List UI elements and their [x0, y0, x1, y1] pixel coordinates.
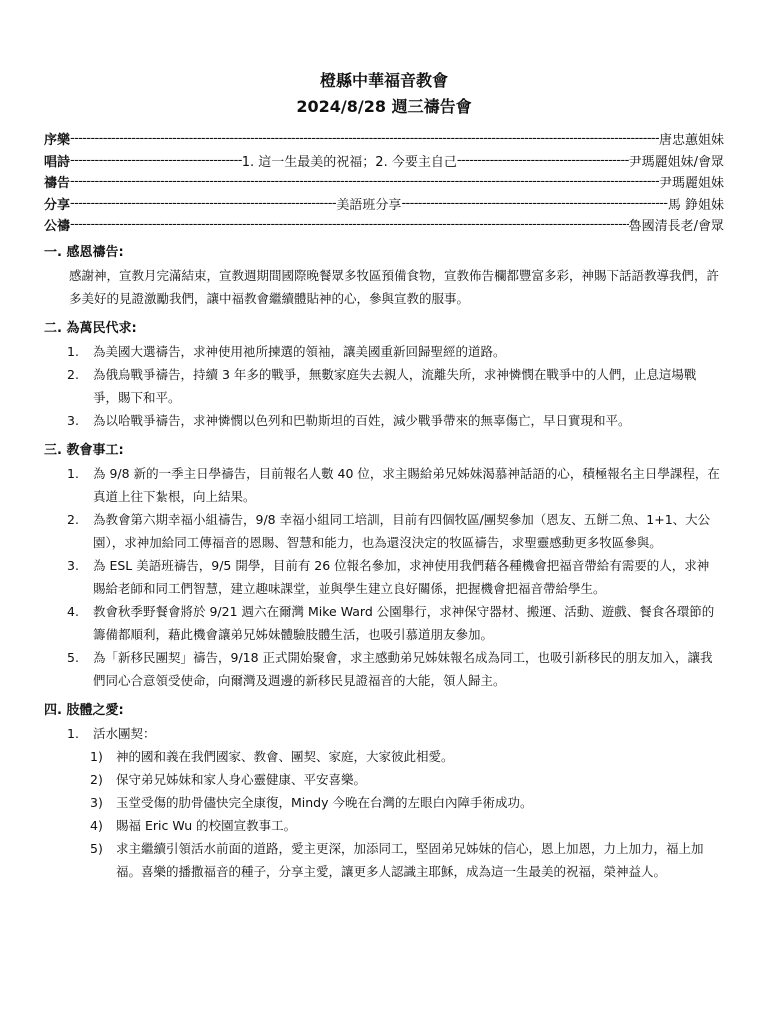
order-item: 1. 這一生最美的祝福；2. 今要主自己 [241, 154, 457, 170]
meeting-title: 2024/8/28 週三禱告會 [296, 97, 472, 116]
ministry-list [44, 462, 724, 692]
list-number: 4) [90, 817, 103, 833]
section-intercession [44, 318, 724, 432]
list-number: 2. [67, 366, 79, 382]
list-number: 1. [67, 343, 79, 359]
sub-list-item [44, 791, 724, 814]
list-item [44, 722, 724, 745]
order-row [44, 128, 724, 150]
order-row [44, 193, 724, 215]
list-item [44, 409, 724, 432]
list-item [44, 554, 724, 600]
section-body-love [44, 700, 724, 883]
leader-dashes [70, 174, 659, 189]
section-church-ministry [44, 440, 724, 692]
list-text: 為以哈戰爭禱告，求神憐憫以色列和巴勒斯坦的百姓，減少戰爭帶來的無辜傷亡，早日實現和平。 [93, 412, 631, 428]
sub-list-item [44, 837, 724, 883]
list-number: 2) [90, 771, 103, 787]
list-text: 教會秋季野餐會將於 9/21 週六在爾灣 Mike Ward 公園舉行，求神保守器材、搬運、活動、遊戲、餐食各環節的籌備都順利，藉此機會讓弟兄姊妹體驗肢體生活，也吸引慕道朋友參加。 [93, 603, 715, 642]
list-item [44, 646, 724, 692]
order-label: 序樂 [44, 133, 71, 149]
order-of-service [44, 128, 724, 236]
leader-dashes [70, 153, 242, 168]
order-label: 禱告 [44, 176, 71, 192]
list-text: 為「新移民團契」禱告，9/18 正式開始聚會，求主感動弟兄姊妹報名成為同工，也吸引新移民的朋友加入，讓我們同心合意領受使命，向爾灣及週邊的新移民見證福音的大能，領人歸主。 [93, 649, 713, 688]
leader-dashes [70, 131, 659, 146]
list-text: 為 ESL 美語班禱告，9/5 開學，目前有 26 位報名參加，求神使用我們藉各種機會把福音帶給有需要的人，求神賜給老師和同工們智慧，建立趣味課堂，並與學生建立良好關係，把握機會把福音帶給學生。 [93, 557, 710, 596]
list-text: 為美國大選禱告，求神使用祂所揀選的領袖，讓美國重新回歸聖經的道路。 [93, 343, 506, 359]
list-text: 活水團契： [93, 725, 156, 741]
list-number: 1) [90, 748, 103, 764]
leader-dashes [70, 196, 336, 211]
order-item: 美語班分享 [336, 197, 402, 213]
section-title: 一. 感恩禱告: [44, 244, 124, 260]
section-paragraph: 感謝神，宣教月完滿結束，宣教週期間國際晚餐眾多牧區預備食物，宣教佈告欄都豐富多彩，神賜下話語教導我們，許多美好的見證激勵我們，讓中福教會繼續體貼神的心，參與宣教的服事。 [69, 267, 720, 306]
list-item [44, 600, 724, 646]
section-title: 四. 肢體之愛: [44, 702, 124, 718]
list-item [44, 462, 724, 508]
order-row [44, 171, 724, 193]
church-name: 橙縣中華福音教會 [319, 71, 448, 90]
sub-list-item [44, 745, 724, 768]
list-text: 求主繼續引領活水前面的道路，愛主更深，加添同工，堅固弟兄姊妹的信心，恩上加恩，力上加力，福上加福。喜樂的播撒福音的種子，分享主愛，讓更多人認識主耶穌，成為這一生最美的祝福，榮神益人。 [116, 840, 704, 879]
list-item [44, 363, 724, 409]
order-label: 分享 [44, 197, 71, 213]
order-person: 尹瑪麗姐妹/會眾 [628, 154, 724, 170]
list-number: 3. [67, 557, 79, 573]
list-number: 4. [67, 603, 79, 619]
list-number: 2. [67, 511, 79, 527]
list-number: 3. [67, 412, 79, 428]
order-label: 唱詩 [44, 154, 71, 170]
section-title: 二. 為萬民代求: [44, 320, 137, 336]
order-person: 馬 錚姐妹 [667, 197, 724, 213]
list-text: 神的國和義在我們國家、教會、團契、家庭，大家彼此相愛。 [116, 748, 454, 764]
order-person: 尹瑪麗姐妹 [658, 176, 724, 192]
list-text: 玉堂受傷的肋骨儘快完全康復，Mindy 今晚在台灣的左眼白內障手術成功。 [116, 794, 533, 810]
order-label: 公禱 [44, 219, 71, 235]
list-number: 1. [67, 725, 79, 741]
order-row [44, 214, 724, 236]
leader-dashes [401, 196, 667, 211]
order-person: 魯國清長老/會眾 [628, 219, 724, 235]
list-text: 為俄烏戰爭禱告，持續 3 年多的戰爭，無數家庭失去親人，流離失所，求神憐憫在戰爭中的人們，止息這場戰爭，賜下和平。 [93, 366, 697, 405]
leader-dashes [457, 153, 629, 168]
list-text: 賜福 Eric Wu 的校園宣教事工。 [116, 817, 297, 833]
leader-dashes [70, 217, 629, 232]
section-title: 三. 教會事工: [44, 442, 124, 458]
order-person: 唐忠蕙姐妹 [658, 133, 724, 149]
list-text: 為教會第六期幸福小組禱告，9/8 幸福小組同工培訓，目前有四個牧區/團契參加（恩友、五餅二魚、1+1、大公園），求神加給同工傳福音的恩賜、智慧和能力，也為還沒決定的牧區禱告，求聖靈感動更多牧區參與。 [93, 511, 711, 550]
intercession-list [44, 340, 724, 432]
sub-list-item [44, 814, 724, 837]
fellowship-sublist [44, 745, 724, 883]
order-row [44, 150, 724, 172]
sub-list-item [44, 768, 724, 791]
list-item [44, 340, 724, 363]
list-number: 5. [67, 649, 79, 665]
list-number: 1. [67, 465, 79, 481]
fellowship-list [44, 722, 724, 745]
section-thanksgiving [44, 242, 724, 310]
list-text: 為 9/8 新的一季主日學禱告，目前報名人數 40 位，求主賜給弟兄姊妹渴慕神話語的心，積極報名主日學課程，在真道上往下紮根，向上結果。 [93, 465, 720, 504]
list-item [44, 508, 724, 554]
list-number: 5) [90, 840, 103, 856]
list-number: 3) [90, 794, 103, 810]
list-text: 保守弟兄姊妹和家人身心靈健康、平安喜樂。 [116, 771, 367, 787]
